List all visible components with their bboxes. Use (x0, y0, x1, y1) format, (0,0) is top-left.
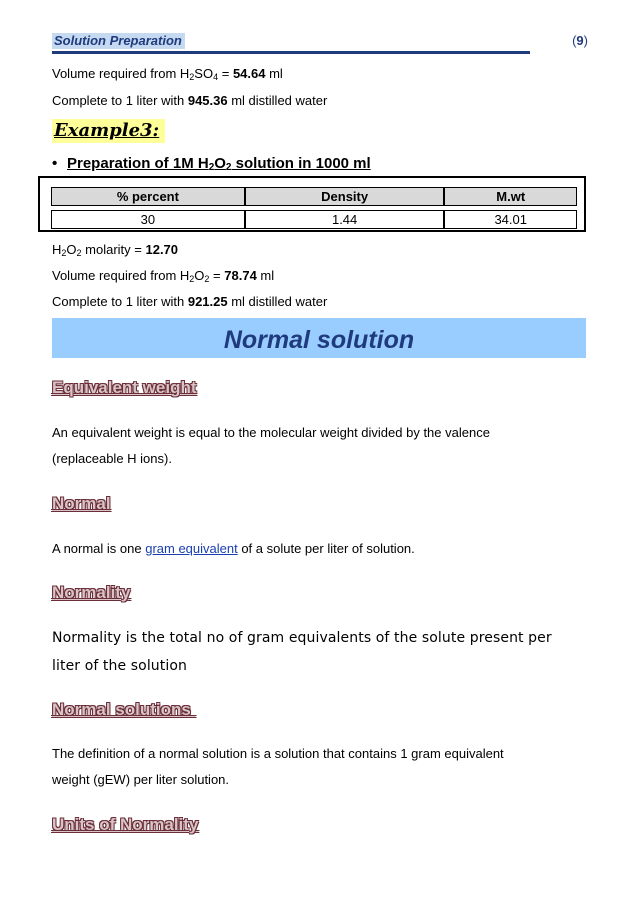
h2so4-volume-value: 54.64 (232, 66, 266, 81)
table-cell: 34.01 (444, 210, 577, 229)
preparation-heading: • Preparation of 1M $H_2O_2$ solution in 1000 ml (52, 155, 371, 173)
data-table (51, 183, 577, 233)
heading-units-of-normality: Units of Normality (52, 815, 199, 834)
page-header (52, 33, 588, 55)
paragraph-normality: Normality is the total no of gram equivalents of the solute present per liter of the solution (52, 630, 552, 674)
table-header-cell: M.wt (444, 187, 577, 206)
header-title: Solution Preparation (52, 33, 185, 49)
h2o2-molarity-value: 12.70 (145, 242, 179, 257)
section-band-title: Normal solution (52, 318, 586, 358)
paragraph-normal: A normal is one gram equivalent of a solute per liter of solution. (52, 541, 415, 556)
table-header-cell: Density (245, 187, 445, 206)
h2so4-volume-line: Volume required from $H_2SO_4 = 54.64$ ml (52, 66, 283, 82)
data-table-frame (38, 176, 586, 232)
h2o2-molarity-line: $H_2O_2$ molarity = 12.70 (52, 242, 179, 258)
h2so4-water-value: 945.36 (187, 93, 228, 108)
example-heading: Example3: (52, 119, 165, 143)
table-cell: 30 (51, 210, 245, 229)
table-cell: 1.44 (245, 210, 445, 229)
paragraph-equivalent-weight: An equivalent weight is equal to the molecular weight divided by the valence (replaceable H ions). (52, 425, 490, 466)
h2o2-complete-line: Complete to 1 liter with 921.25 ml distilled water (52, 294, 328, 309)
table-header-cell: % percent (51, 187, 245, 206)
page-number: (9) (572, 33, 588, 48)
h2o2-water-value: 921.25 (187, 294, 228, 309)
table-header-row (51, 187, 577, 206)
h2o2-volume-value: 78.74 (224, 268, 257, 283)
header-rule (52, 51, 530, 54)
paragraph-normal-solutions: The definition of a normal solution is a solution that contains 1 gram equivalent weight (gEW) per liter solution. (52, 746, 504, 787)
heading-normal: Normal (52, 494, 111, 513)
bullet-icon: • (52, 155, 58, 172)
table-row (51, 210, 577, 229)
h2so4-complete-line: Complete to 1 liter with 945.36 ml distilled water (52, 93, 328, 108)
heading-normality: Normality (52, 583, 131, 602)
h2o2-volume-line: Volume required from $H_2O_2 = 78.74$ ml (52, 268, 275, 284)
heading-equivalent-weight: Equivalent weight (52, 378, 197, 397)
heading-normal-solutions: Normal solutions (52, 700, 196, 719)
gram-equivalent-link[interactable]: gram equivalent (145, 541, 238, 556)
